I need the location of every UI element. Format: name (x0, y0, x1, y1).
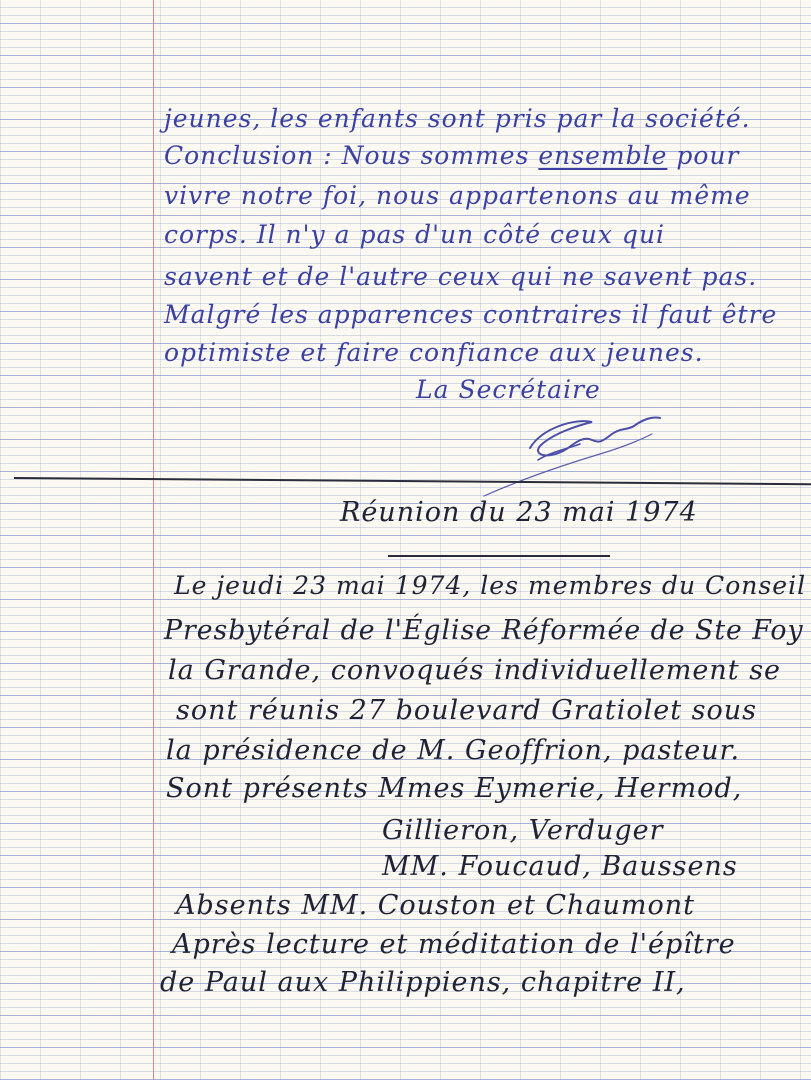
text-line: corps. Il n'y a pas d'un côté ceux qui (164, 220, 666, 249)
text-line: jeunes, les enfants sont pris par la société. (164, 104, 751, 133)
text-line: de Paul aux Philippiens, chapitre II, (160, 967, 686, 998)
underlined-word: ensemble (538, 141, 668, 170)
text-line: Après lecture et méditation de l'épître (172, 929, 736, 960)
text-line: MM. Foucaud, Baussens (382, 851, 738, 882)
text-line: la présidence de M. Geoffrion, pasteur. (166, 735, 741, 766)
text-line: Le jeudi 23 mai 1974, les membres du Conseil (174, 571, 807, 600)
conclusion-line (164, 141, 739, 170)
conclusion-tail: pour (676, 141, 740, 170)
meeting-heading: Réunion du 23 mai 1974 (340, 497, 698, 528)
text-line: vivre notre foi, nous appartenons au même (164, 181, 751, 210)
text-line: sont réunis 27 boulevard Gratiolet sous (176, 695, 757, 726)
text-line: Sont présents Mmes Eymerie, Hermod, (166, 773, 743, 804)
margin-rule (153, 0, 154, 1080)
section-separator (14, 477, 811, 485)
closing-signoff: La Secrétaire (416, 375, 601, 404)
signature (480, 400, 670, 500)
conclusion-label: Conclusion : Nous sommes (164, 141, 530, 170)
text-line: Absents MM. Couston et Chaumont (176, 890, 696, 921)
text-line: optimiste et faire confiance aux jeunes. (164, 338, 704, 367)
heading-rule (388, 555, 610, 557)
text-line: Presbytéral de l'Église Réformée de Ste Foy (164, 615, 804, 646)
text-line: Gillieron, Verduger (382, 815, 664, 846)
text-line: Malgré les apparences contraires il faut être (164, 300, 778, 329)
text-line: la Grande, convoqués individuellement se (168, 655, 782, 686)
text-line: savent et de l'autre ceux qui ne savent pas. (164, 262, 758, 291)
